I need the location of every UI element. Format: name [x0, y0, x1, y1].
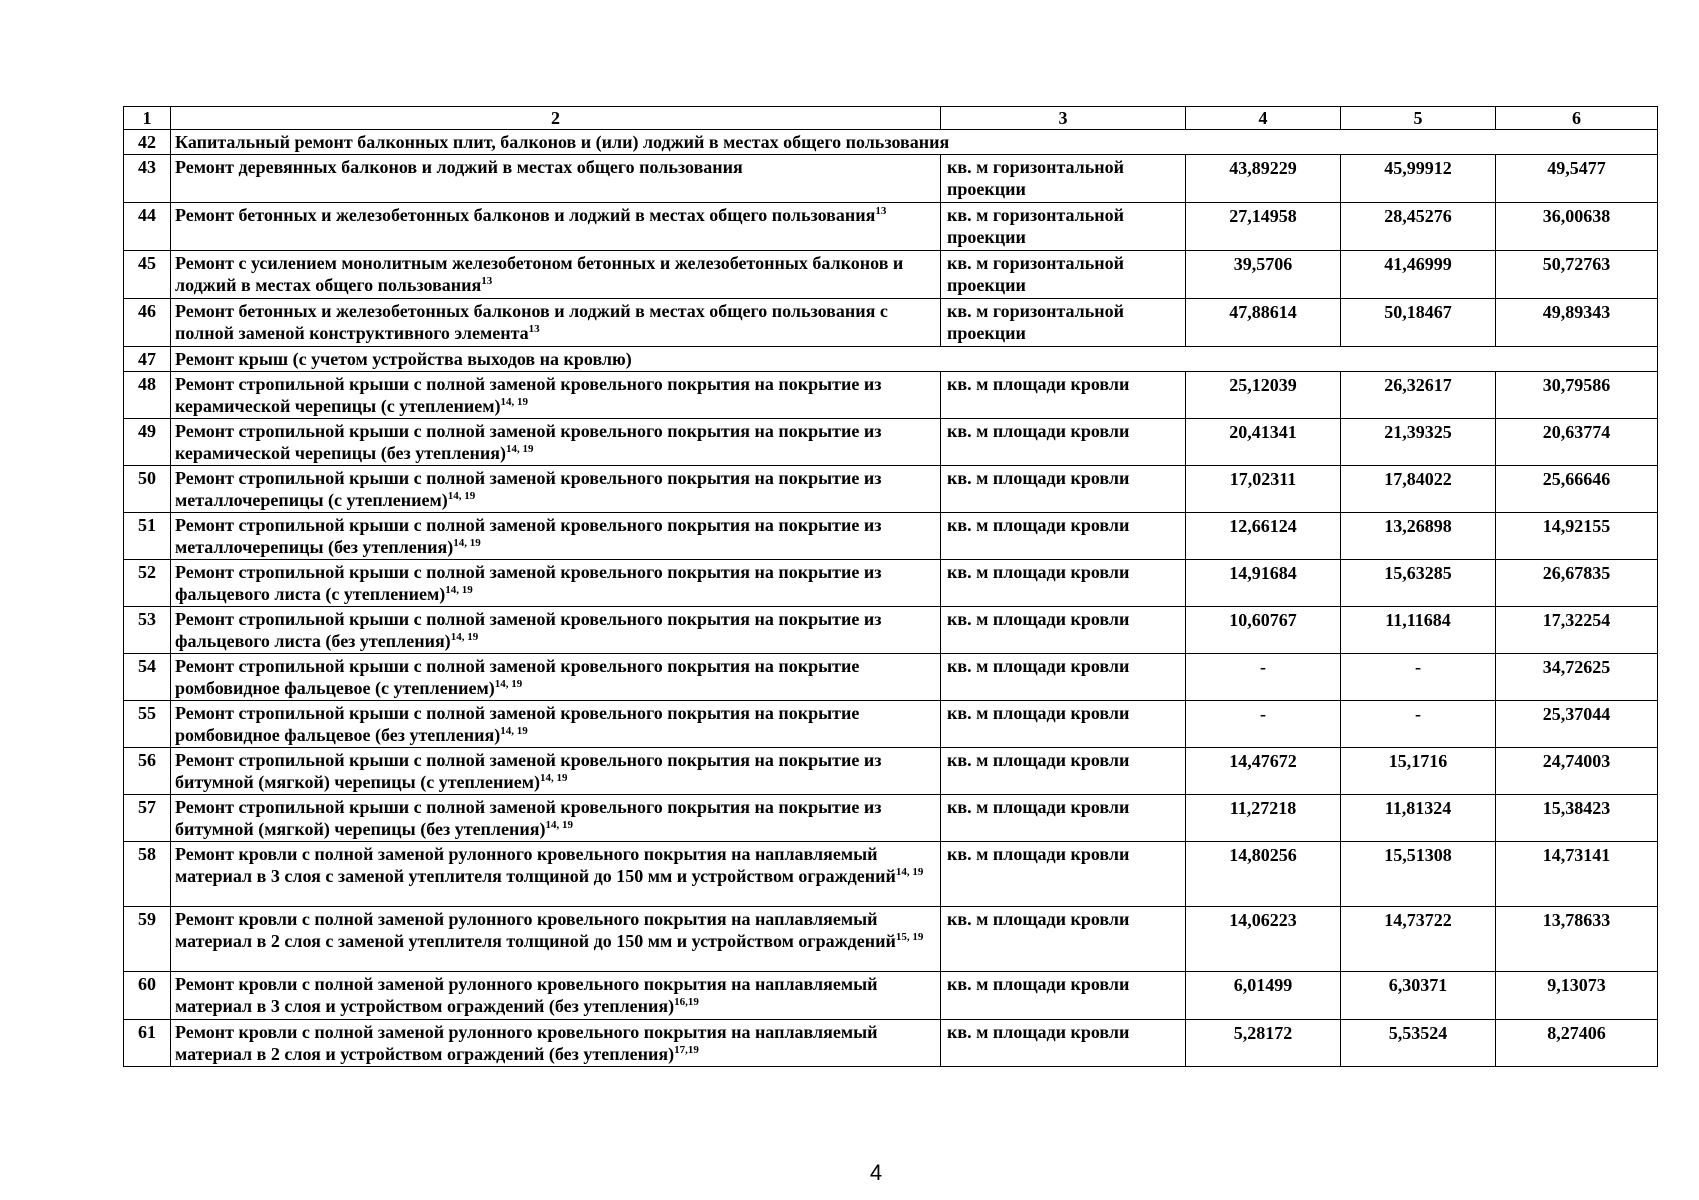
description-text: Ремонт кровли с полной заменой рулонного кровельного покрытия на наплавляемый материал в 3 слоя с заменой утеплителя толщиной до 150 мм и устройством ограждений — [175, 844, 896, 886]
value-col-6: 34,72625 — [1496, 654, 1658, 701]
table-row — [124, 513, 1658, 560]
work-description — [171, 1020, 941, 1067]
value-col-4: 17,02311 — [1186, 466, 1341, 513]
table-row — [124, 299, 1658, 347]
description-text: Ремонт стропильной крыши с полной заменой кровельного покрытия на покрытие из металлочерепицы (без утепления) — [175, 515, 882, 557]
value-col-5: 41,46999 — [1341, 251, 1496, 299]
value-col-5: 50,18467 — [1341, 299, 1496, 347]
row-number: 46 — [124, 299, 171, 347]
unit-of-measure: кв. м площади кровли — [941, 748, 1186, 795]
table-row — [124, 748, 1658, 795]
row-number: 57 — [124, 795, 171, 842]
row-number: 55 — [124, 701, 171, 748]
value-col-6: 25,37044 — [1496, 701, 1658, 748]
section-row — [124, 347, 1658, 372]
value-col-5: 26,32617 — [1341, 372, 1496, 419]
row-number: 59 — [124, 907, 171, 972]
value-col-4: 11,27218 — [1186, 795, 1341, 842]
unit-of-measure: кв. м горизонтальной проекции — [941, 251, 1186, 299]
footnote-ref: 13 — [528, 323, 540, 335]
unit-of-measure: кв. м площади кровли — [941, 1020, 1186, 1067]
description-text: Ремонт стропильной крыши с полной заменой кровельного покрытия на покрытие из керамической черепицы (с утеплением) — [175, 374, 882, 416]
page-number: 4 — [869, 1160, 883, 1185]
row-number: 47 — [124, 347, 171, 372]
footnote-ref: 14, 19 — [539, 772, 568, 784]
value-col-4: 20,41341 — [1186, 419, 1341, 466]
value-col-4: 47,88614 — [1186, 299, 1341, 347]
row-number: 52 — [124, 560, 171, 607]
value-col-6: 15,38423 — [1496, 795, 1658, 842]
description-text: Ремонт деревянных балконов и лоджий в местах общего пользования — [175, 157, 743, 177]
work-description — [171, 842, 941, 907]
cost-table — [123, 106, 1658, 1067]
table-row — [124, 251, 1658, 299]
value-col-6: 14,92155 — [1496, 513, 1658, 560]
value-col-6: 36,00638 — [1496, 203, 1658, 251]
row-number: 45 — [124, 251, 171, 299]
footnote-ref: 14, 19 — [500, 725, 528, 737]
value-col-4: 10,60767 — [1186, 607, 1341, 654]
description-text: Ремонт кровли с полной заменой рулонного кровельного покрытия на наплавляемый материал в 2 слоя с заменой утеплителя толщиной до 150 мм и устройством ограждений — [175, 909, 896, 951]
value-col-6: 17,32254 — [1496, 607, 1658, 654]
row-number: 58 — [124, 842, 171, 907]
table-row — [124, 372, 1658, 419]
value-col-5: 5,53524 — [1341, 1020, 1496, 1067]
column-header: 1 — [124, 107, 171, 130]
value-col-5: 21,39325 — [1341, 419, 1496, 466]
description-text: Ремонт кровли с полной заменой рулонного кровельного покрытия на наплавляемый материал в 2 слоя и устройством ограждений (без утепления) — [175, 1022, 878, 1064]
column-header: 6 — [1496, 107, 1658, 130]
value-col-5: - — [1341, 654, 1496, 701]
section-title: Капитальный ремонт балконных плит, балконов и (или) лоджий в местах общего пользования — [171, 130, 1658, 155]
value-col-6: 25,66646 — [1496, 466, 1658, 513]
description-text: Ремонт с усилением монолитным железобетоном бетонных и железобетонных балконов и лоджий в местах общего пользования — [175, 253, 904, 295]
value-col-5: 14,73722 — [1341, 907, 1496, 972]
row-number: 61 — [124, 1020, 171, 1067]
footnote-ref: 14, 19 — [450, 631, 479, 643]
unit-of-measure: кв. м горизонтальной проекции — [941, 203, 1186, 251]
work-description — [171, 795, 941, 842]
footnote-ref: 14, 19 — [447, 490, 476, 502]
unit-of-measure: кв. м площади кровли — [941, 560, 1186, 607]
section-row — [124, 130, 1658, 155]
value-col-5: 15,51308 — [1341, 842, 1496, 907]
work-description — [171, 155, 941, 203]
value-col-4: 5,28172 — [1186, 1020, 1341, 1067]
value-col-4: 39,5706 — [1186, 251, 1341, 299]
value-col-6: 20,63774 — [1496, 419, 1658, 466]
value-col-6: 49,89343 — [1496, 299, 1658, 347]
value-col-4: 14,47672 — [1186, 748, 1341, 795]
work-description — [171, 513, 941, 560]
description-text: Ремонт стропильной крыши с полной заменой кровельного покрытия на покрытие из битумной (мягкой) черепицы (с утеплением) — [175, 750, 882, 792]
value-col-4: 6,01499 — [1186, 972, 1341, 1020]
description-text: Ремонт стропильной крыши с полной заменой кровельного покрытия на покрытие из керамической черепицы (без утепления) — [175, 421, 882, 463]
value-col-6: 30,79586 — [1496, 372, 1658, 419]
value-col-4: 43,89229 — [1186, 155, 1341, 203]
table-row — [124, 607, 1658, 654]
value-col-5: 28,45276 — [1341, 203, 1496, 251]
table-row — [124, 654, 1658, 701]
value-col-5: 15,1716 — [1341, 748, 1496, 795]
footnote-ref: 14, 19 — [895, 866, 924, 878]
footnote-ref: 17,19 — [674, 1044, 699, 1056]
row-number: 56 — [124, 748, 171, 795]
value-col-5: 11,11684 — [1341, 607, 1496, 654]
unit-of-measure: кв. м площади кровли — [941, 972, 1186, 1020]
value-col-5: 6,30371 — [1341, 972, 1496, 1020]
unit-of-measure: кв. м площади кровли — [941, 907, 1186, 972]
description-text: Ремонт стропильной крыши с полной заменой кровельного покрытия на покрытие из фальцевого листа (без утепления) — [175, 609, 882, 651]
section-title: Ремонт крыш (с учетом устройства выходов на кровлю) — [171, 347, 1658, 372]
footnote-ref: 14, 19 — [453, 537, 481, 549]
footnote-ref: 14, 19 — [545, 819, 573, 831]
value-col-5: - — [1341, 701, 1496, 748]
footnote-ref: 14, 19 — [445, 584, 473, 596]
description-text: Ремонт стропильной крыши с полной заменой кровельного покрытия на покрытие ромбовидное фальцевое (без утепления) — [175, 703, 860, 745]
column-header: 5 — [1341, 107, 1496, 130]
row-number: 50 — [124, 466, 171, 513]
value-col-6: 8,27406 — [1496, 1020, 1658, 1067]
table-row — [124, 907, 1658, 972]
unit-of-measure: кв. м площади кровли — [941, 842, 1186, 907]
footnote-ref: 14, 19 — [505, 443, 534, 455]
work-description — [171, 251, 941, 299]
value-col-6: 49,5477 — [1496, 155, 1658, 203]
table-row — [124, 466, 1658, 513]
row-number: 48 — [124, 372, 171, 419]
table-row — [124, 560, 1658, 607]
value-col-5: 45,99912 — [1341, 155, 1496, 203]
work-description — [171, 372, 941, 419]
description-text: Ремонт бетонных и железобетонных балконов и лоджий в местах общего пользования — [175, 205, 876, 225]
table-row — [124, 203, 1658, 251]
row-number: 44 — [124, 203, 171, 251]
value-col-5: 11,81324 — [1341, 795, 1496, 842]
row-number: 43 — [124, 155, 171, 203]
description-text: Ремонт бетонных и железобетонных балконов и лоджий в местах общего пользования с полной заменой конструктивного элемента — [175, 301, 888, 343]
work-description — [171, 607, 941, 654]
table-row — [124, 155, 1658, 203]
value-col-4: 12,66124 — [1186, 513, 1341, 560]
table-row — [124, 842, 1658, 907]
column-header: 2 — [171, 107, 941, 130]
description-text: Ремонт стропильной крыши с полной заменой кровельного покрытия на покрытие из фальцевого листа (с утеплением) — [175, 562, 882, 604]
value-col-6: 14,73141 — [1496, 842, 1658, 907]
footnote-ref: 14, 19 — [494, 678, 523, 690]
value-col-4: 14,80256 — [1186, 842, 1341, 907]
description-text: Ремонт стропильной крыши с полной заменой кровельного покрытия на покрытие из битумной (мягкой) черепицы (без утепления) — [175, 797, 882, 839]
unit-of-measure: кв. м площади кровли — [941, 372, 1186, 419]
description-text: Ремонт стропильной крыши с полной заменой кровельного покрытия на покрытие ромбовидное фальцевое (с утеплением) — [175, 656, 860, 698]
unit-of-measure: кв. м площади кровли — [941, 466, 1186, 513]
footnote-ref: 16,19 — [674, 996, 699, 1008]
value-col-4: 27,14958 — [1186, 203, 1341, 251]
footnote-ref: 13 — [875, 205, 887, 217]
value-col-6: 50,72763 — [1496, 251, 1658, 299]
row-number: 53 — [124, 607, 171, 654]
value-col-5: 17,84022 — [1341, 466, 1496, 513]
work-description — [171, 972, 941, 1020]
value-col-4: 25,12039 — [1186, 372, 1341, 419]
work-description — [171, 748, 941, 795]
row-number: 49 — [124, 419, 171, 466]
value-col-6: 13,78633 — [1496, 907, 1658, 972]
value-col-4: - — [1186, 654, 1341, 701]
description-text: Ремонт стропильной крыши с полной заменой кровельного покрытия на покрытие из металлочерепицы (с утеплением) — [175, 468, 882, 510]
value-col-4: 14,06223 — [1186, 907, 1341, 972]
unit-of-measure: кв. м горизонтальной проекции — [941, 155, 1186, 203]
column-header: 4 — [1186, 107, 1341, 130]
table-row — [124, 972, 1658, 1020]
unit-of-measure: кв. м площади кровли — [941, 701, 1186, 748]
row-number: 60 — [124, 972, 171, 1020]
work-description — [171, 907, 941, 972]
unit-of-measure: кв. м площади кровли — [941, 419, 1186, 466]
work-description — [171, 654, 941, 701]
row-number: 51 — [124, 513, 171, 560]
work-description — [171, 299, 941, 347]
unit-of-measure: кв. м площади кровли — [941, 654, 1186, 701]
table-row — [124, 701, 1658, 748]
row-number: 42 — [124, 130, 171, 155]
footnote-ref: 14, 19 — [500, 396, 528, 408]
value-col-4: - — [1186, 701, 1341, 748]
value-col-5: 15,63285 — [1341, 560, 1496, 607]
value-col-6: 9,13073 — [1496, 972, 1658, 1020]
work-description — [171, 419, 941, 466]
unit-of-measure: кв. м площади кровли — [941, 607, 1186, 654]
work-description — [171, 560, 941, 607]
description-text: Ремонт кровли с полной заменой рулонного кровельного покрытия на наплавляемый материал в 3 слоя и устройством ограждений (без утепления) — [175, 974, 878, 1016]
unit-of-measure: кв. м горизонтальной проекции — [941, 299, 1186, 347]
value-col-6: 24,74003 — [1496, 748, 1658, 795]
unit-of-measure: кв. м площади кровли — [941, 795, 1186, 842]
footnote-ref: 13 — [481, 275, 493, 287]
footnote-ref: 15, 19 — [895, 931, 924, 943]
table-row — [124, 1020, 1658, 1067]
value-col-4: 14,91684 — [1186, 560, 1341, 607]
row-number: 54 — [124, 654, 171, 701]
table-row — [124, 419, 1658, 466]
work-description — [171, 466, 941, 513]
value-col-6: 26,67835 — [1496, 560, 1658, 607]
unit-of-measure: кв. м площади кровли — [941, 513, 1186, 560]
table-header-row — [124, 107, 1658, 130]
work-description — [171, 203, 941, 251]
value-col-5: 13,26898 — [1341, 513, 1496, 560]
column-header: 3 — [941, 107, 1186, 130]
table-row — [124, 795, 1658, 842]
work-description — [171, 701, 941, 748]
table-body — [124, 130, 1658, 1067]
